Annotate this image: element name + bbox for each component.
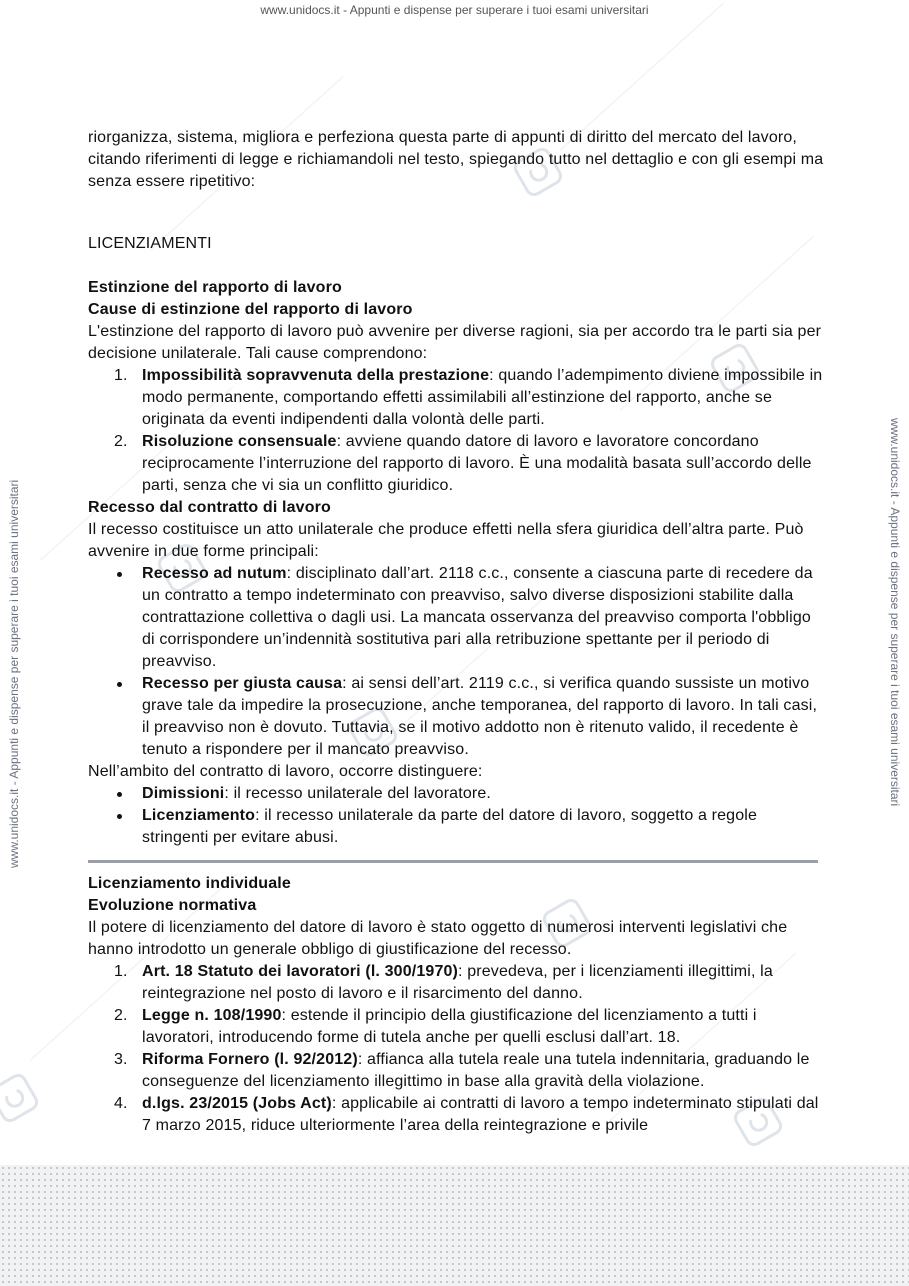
distinguish-list (88, 783, 828, 849)
list-item-text: : ai sensi dell’art. 2119 c.c., si verifica quando sussiste un motivo grave tale da impedire la prosecuzione, anche temporanea, del rapporto di lavoro. In tali casi, il preavviso non è dovuto. Tuttavia, se il motivo addotto non è ritenuto valido, il recedente è tenuto a rispondere per il mancato preavviso. (142, 675, 818, 758)
list-item-term: Licenziamento (142, 807, 256, 824)
list-item (88, 961, 828, 1005)
list-item-term: Legge n. 108/1990 (142, 1007, 282, 1024)
list-item-text: : prevedeva, per i licenziamenti illegittimi, la reintegrazione nel posto di lavoro e il risarcimento del danno. (142, 963, 773, 1002)
paragraph-recesso: Il recesso costituisce un atto unilaterale che produce effetti nella sfera giuridica dell’altra parte. Può avvenire in due forme principali: (88, 521, 804, 560)
list-number: 1. (114, 963, 128, 980)
subheading-evoluzione: Evoluzione normativa (88, 897, 257, 914)
list-item (88, 673, 828, 761)
list-item-text: : estende il principio della giustificazione del licenziamento a tutti i lavoratori, introducendo forme di tutela anche per quelli esclusi dall’art. 18. (142, 1007, 757, 1046)
list-item-term: Riforma Fornero (l. 92/2012) (142, 1051, 358, 1068)
header-watermark (0, 3, 909, 17)
list-number: 2. (114, 1007, 128, 1024)
list-item (88, 563, 828, 673)
list-item-term: Impossibilità sopravvenuta della prestazione (142, 367, 490, 384)
subheading-cause: Cause di estinzione del rapporto di lavoro (88, 301, 413, 318)
document-body (88, 127, 828, 1137)
bullet-icon (117, 572, 122, 577)
recesso-list (88, 563, 828, 761)
list-item-term: Recesso per giusta causa (142, 675, 343, 692)
list-item-text: : il recesso unilaterale da parte del datore di lavoro, soggetto a regole stringenti per evitare abusi. (142, 807, 758, 846)
watermark-logo-icon (0, 1071, 41, 1126)
list-item-text: : disciplinato dall’art. 2118 c.c., consente a ciascuna parte di recedere da un contratto a tempo indeterminato con preavviso, salvo diverse disposizioni stabilite dalla contrattazione collettiva o dagli usi. La mancata osservanza del preavviso comporta l'obbligo di corrispondere un’indennità sostitutiva pari alla retribuzione spettante per il periodo di preavviso. (142, 565, 813, 670)
paragraph-licenziamento: Il potere di licenziamento del datore di lavoro è stato oggetto di numerosi interventi legislativi che hanno introdotto un generale obbligo di giustificazione del recesso. (88, 919, 788, 958)
list-number: 1. (114, 367, 128, 384)
cause-list (88, 365, 828, 497)
intro-paragraph: riorganizza, sistema, migliora e perfeziona questa parte di appunti di diritto del mercato del lavoro, citando riferimenti di legge e richiamandoli nel testo, spiegando tutto nel dettaglio e con gli esempi ma senza essere ripetitivo: (88, 129, 824, 190)
list-number: 4. (114, 1095, 128, 1112)
list-item-text: : quando l’adempimento diviene impossibile in modo permanente, comportando effetti assimilabili all’estinzione del rapporto, anche se originata da eventi indipendenti dalla volontà delle parti. (142, 367, 823, 428)
list-item-text: : affianca alla tutela reale una tutela indennitaria, graduando le conseguenze del licenziamento illegittimo in base alla gravità della violazione. (142, 1051, 810, 1090)
list-item-term: Risoluzione consensuale (142, 433, 337, 450)
list-item-text: : applicabile ai contratti di lavoro a tempo indeterminato stipulati dal 7 marzo 2015, riduce ulteriormente l’area della reintegrazione e privile (142, 1095, 819, 1134)
right-side-watermark: www.unidocs.it - Appunti e dispense per superare i tuoi esami universitari (888, 418, 902, 807)
evoluzione-list (88, 961, 828, 1137)
list-item-term: Recesso ad nutum (142, 565, 287, 582)
paragraph-distinguere: Nell’ambito del contratto di lavoro, occorre distinguere: (88, 763, 483, 780)
list-item (88, 1093, 828, 1137)
list-item (88, 783, 828, 805)
heading-licenziamento: Licenziamento individuale (88, 875, 291, 892)
blurred-overlay (0, 1165, 909, 1286)
list-number: 3. (114, 1051, 128, 1068)
list-item (88, 1005, 828, 1049)
list-item (88, 1049, 828, 1093)
list-item (88, 805, 828, 849)
paragraph-estinzione: L'estinzione del rapporto di lavoro può avvenire per diverse ragioni, sia per accordo tra le parti sia per decisione unilaterale. Tali cause comprendono: (88, 323, 822, 362)
list-item-term: Art. 18 Statuto dei lavoratori (l. 300/1970) (142, 963, 459, 980)
list-item-term: d.lgs. 23/2015 (Jobs Act) (142, 1095, 332, 1112)
list-item-text: : avviene quando datore di lavoro e lavoratore concordano reciprocamente l’interruzione del rapporto di lavoro. È una modalità basata sull’accordo delle parti, senza che vi sia un conflitto giuridico. (142, 433, 812, 494)
bullet-icon (117, 682, 122, 687)
heading-recesso: Recesso dal contratto di lavoro (88, 499, 331, 516)
bullet-icon (117, 814, 122, 819)
header-watermark-text: www.unidocs.it - Appunti e dispense per superare i tuoi esami universitari (260, 3, 649, 17)
list-item (88, 431, 828, 497)
heading-estinzione: Estinzione del rapporto di lavoro (88, 279, 342, 296)
list-item-text: : il recesso unilaterale del lavoratore. (224, 785, 491, 802)
left-side-watermark: www.unidocs.it - Appunti e dispense per superare i tuoi esami universitari (7, 479, 21, 868)
bullet-icon (117, 792, 122, 797)
list-item (88, 365, 828, 431)
horizontal-divider (88, 860, 818, 863)
list-item-term: Dimissioni (142, 785, 225, 802)
section-title: LICENZIAMENTI (88, 235, 212, 252)
list-number: 2. (114, 433, 128, 450)
